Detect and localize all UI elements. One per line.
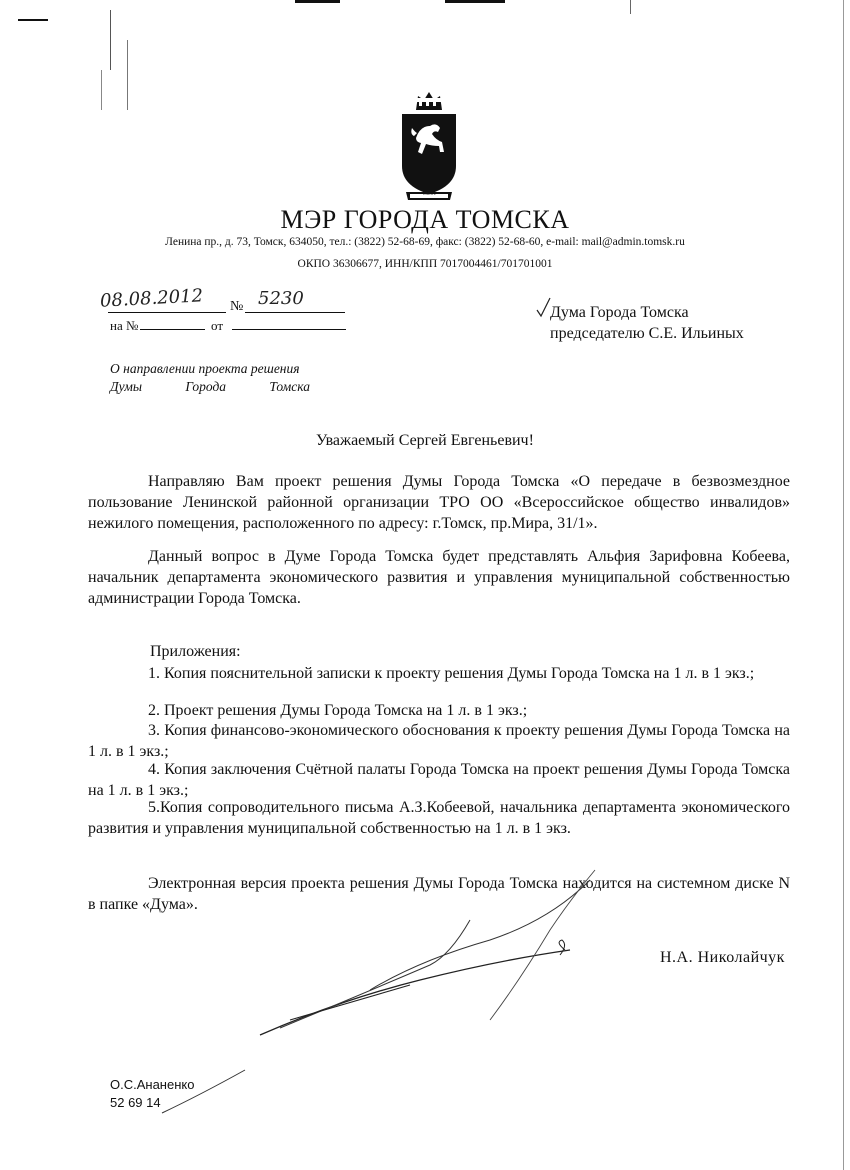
attachment-item-1: 1. Копия пояснительной записки к проекту решения Думы Города Томска на 1 л. в 1 экз.; — [148, 665, 755, 682]
addressee-line2: председателю С.Е. Ильиных — [550, 325, 744, 342]
subject-line2 — [110, 378, 310, 396]
subject-word: Думы — [110, 379, 143, 394]
coat-of-arms-motto: ТОМСКЪ — [422, 192, 436, 196]
registration-date: 08.08.2012 — [99, 285, 204, 312]
subject-word: Города — [185, 379, 227, 394]
from-underline — [232, 329, 346, 330]
body-paragraph-2: Данный вопрос в Думе Города Томска будет представлять Альфия Зарифовна Кобеева, начальник департамента экономического развития и управления муниципальной собственностью администрации Города Томска. — [88, 548, 790, 607]
scan-artifact-mark — [843, 0, 844, 1170]
attachment-item-2: 2. Проект решения Думы Города Томска на 1 л. в 1 экз.; — [148, 702, 528, 719]
scan-artifact-mark — [445, 0, 505, 3]
signatory-name: Н.А. Николайчук — [660, 949, 785, 966]
coat-of-arms-emblem — [396, 86, 462, 204]
scan-artifact-mark — [101, 70, 102, 110]
addressee-line1: Дума Города Томска — [550, 304, 689, 321]
scan-artifact-mark — [295, 0, 340, 3]
handwritten-signature — [250, 860, 630, 1060]
attachment-item-3: 3. Копия финансово-экономического обоснования к проекту решения Думы Города Томска на 1 л. в 1 экз.; — [88, 722, 790, 760]
executor-name: О.С.Ананенко — [110, 1077, 195, 1092]
body-paragraph-1: Направляю Вам проект решения Думы Города Томска «О передаче в безвозмездное пользование Ленинской районной организации ТРО ОО «Всероссийское общество инвалидов» нежилого помещения, расположенного по адресу: г.Томск, пр.Мира, 31/1». — [88, 473, 790, 532]
document-title: МЭР ГОРОДА ТОМСКА — [280, 205, 570, 234]
attachment-item-5: 5.Копия сопроводительного письма А.З.Кобеевой, начальника департамента экономического развития и управления муниципальной собственностью на 1 л. в 1 экз. — [88, 799, 790, 837]
scan-artifact-mark — [127, 40, 128, 110]
registration-number: 5230 — [258, 288, 304, 309]
scan-artifact-mark — [18, 19, 48, 21]
executor-phone: 52 69 14 — [110, 1095, 161, 1110]
attachment-item-4: 4. Копия заключения Счётной палаты Города Томска на проект решения Думы Города Томска на 1 л. в 1 экз.; — [88, 761, 790, 799]
subject-line1: О направлении проекта решения — [110, 361, 300, 376]
salutation: Уважаемый Сергей Евгеньевич! — [316, 432, 534, 449]
scan-artifact-mark — [630, 0, 631, 14]
attachments-heading: Приложения: — [150, 643, 241, 660]
scan-artifact-mark — [110, 10, 111, 70]
subject-word: Томска — [269, 379, 310, 394]
sender-codes: ОКПО 36306677, ИНН/КПП 7017004461/701701001 — [297, 258, 553, 270]
ref-label: на № — [110, 318, 139, 333]
number-label: № — [230, 299, 244, 314]
sender-address: Ленина пр., д. 73, Томск, 634050, тел.: (3822) 52-68-69, факс: (3822) 52-68-60, e-mail: mail@admin.tomsk.ru — [165, 236, 685, 248]
from-label: от — [211, 318, 224, 333]
number-underline — [245, 312, 345, 313]
date-underline — [108, 312, 226, 313]
electronic-version-note: Электронная версия проекта решения Думы Города Томска находится на системном диске N в папке «Дума». — [88, 875, 790, 913]
ref-underline — [140, 329, 205, 330]
